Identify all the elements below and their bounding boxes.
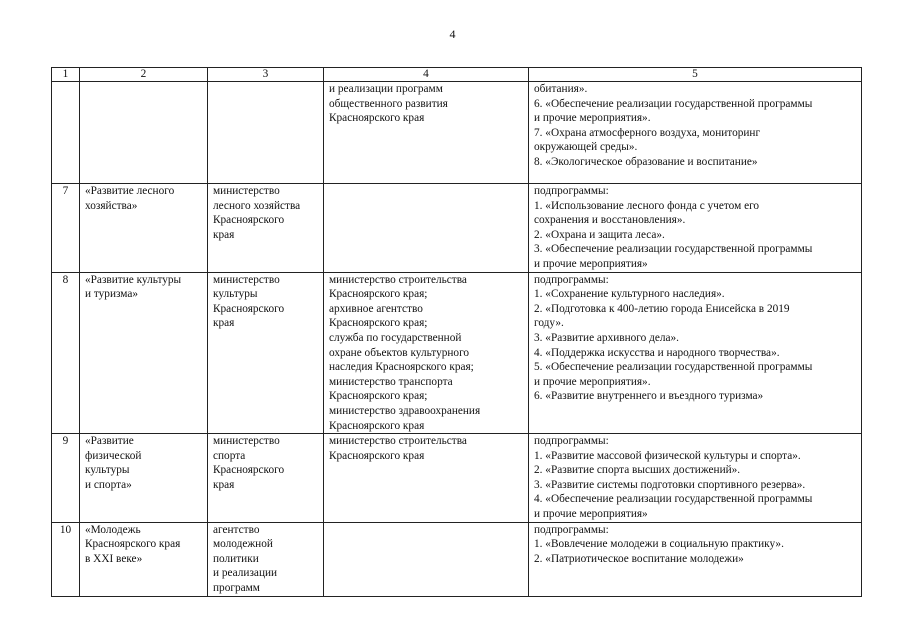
coexecutors-cell [324, 434, 529, 523]
row-number-cell: 8 [52, 272, 80, 434]
cell-text-line: 4. «Обеспечение реализации государственной программы [534, 493, 813, 506]
cell-text-line: Красноярского [213, 302, 285, 315]
cell-text-line: и реализации [213, 567, 278, 580]
column-header: 2 [80, 68, 208, 82]
cell-text-line: 3. «Развитие архивного дела». [534, 331, 680, 344]
cell-text-line: Красноярского края [329, 112, 425, 125]
cell-text-line: края [213, 478, 235, 491]
cell-text-line: края [213, 228, 235, 241]
cell-text-line: подпрограммы: [534, 435, 609, 448]
cell-text-line: лесного хозяйства [213, 199, 301, 212]
subprograms-cell [529, 184, 862, 273]
cell-text-line: 2. «Охрана и защита леса». [534, 228, 665, 241]
table-row [52, 434, 862, 523]
cell-text-line: Красноярского [213, 464, 285, 477]
page-number: 4 [449, 27, 456, 41]
cell-text-line: 7. «Охрана атмосферного воздуха, мониторинг [534, 126, 761, 139]
cell-text-line: охране объектов культурного [329, 346, 470, 359]
cell-text-line: «Развитие [85, 435, 134, 448]
responsible-executor-cell [208, 82, 324, 184]
cell-text-line: министерство [213, 185, 280, 197]
cell-text-line: агентство [213, 523, 260, 536]
column-header: 5 [529, 68, 862, 82]
cell-text-line: 8. «Экологическое образование и воспитание» [534, 155, 758, 168]
cell-text-line: Красноярского края [329, 449, 425, 462]
cell-text-line: году». [534, 317, 564, 330]
cell-text-line: в XXI веке» [85, 552, 143, 565]
program-name-cell [80, 434, 208, 523]
responsible-executor-cell [208, 522, 324, 596]
cell-text-line: и прочие мероприятия». [534, 375, 651, 388]
responsible-executor-cell [208, 272, 324, 434]
cell-text-line: молодежной [213, 538, 273, 551]
row-number-cell: 9 [52, 434, 80, 523]
cell-text-line: физической [85, 449, 142, 462]
cell-text-line: окружающей среды». [534, 141, 638, 154]
cell-text-line: министерство транспорта [329, 375, 453, 388]
cell-text-line: 2. «Патриотическое воспитание молодежи» [534, 552, 744, 565]
row-number-cell [52, 82, 80, 184]
cell-text-line: 6. «Обеспечение реализации государственной программы [534, 97, 813, 110]
cell-text-line: 2. «Подготовка к 400-летию города Енисейска в 2019 [534, 302, 790, 315]
table-row [52, 522, 862, 596]
responsible-executor-cell [208, 184, 324, 273]
coexecutors-cell [324, 272, 529, 434]
cell-text-line: министерство [213, 273, 280, 286]
table-header-row [52, 68, 862, 82]
cell-text-line: и спорта» [85, 478, 132, 491]
cell-text-line: наследия Красноярского края; [329, 361, 474, 374]
cell-text-line: министерство здравоохранения [329, 404, 481, 417]
subprograms-cell [529, 82, 862, 184]
cell-text-line: Красноярского края; [329, 390, 428, 403]
cell-text-line: 2. «Развитие спорта высших достижений». [534, 464, 741, 477]
cell-text-line: и прочие мероприятия» [534, 508, 648, 521]
row-number-cell: 7 [52, 184, 80, 273]
cell-text-line: и туризма» [85, 288, 139, 301]
cell-text-line: обитания». [534, 83, 588, 95]
cell-text-line: хозяйства» [85, 199, 138, 212]
cell-text-line: 1. «Вовлечение молодежи в социальную практику». [534, 538, 784, 551]
cell-text-line: 3. «Развитие системы подготовки спортивного резерва». [534, 478, 806, 491]
cell-text-line: и реализации программ [329, 83, 443, 95]
cell-text-line: 1. «Использование лесного фонда с учетом его [534, 199, 760, 212]
table-row [52, 184, 862, 273]
programs-table [51, 67, 862, 597]
cell-text-line: 1. «Сохранение культурного наследия». [534, 288, 725, 301]
cell-text-line: служба по государственной [329, 331, 462, 344]
coexecutors-cell [324, 184, 529, 273]
cell-text-line: архивное агентство [329, 302, 423, 315]
cell-text-line: 3. «Обеспечение реализации государственной программы [534, 243, 813, 256]
cell-text-line: Красноярского края [85, 538, 181, 551]
row-number-cell: 10 [52, 522, 80, 596]
subprograms-cell [529, 522, 862, 596]
cell-text-line: 4. «Поддержка искусства и народного творчества». [534, 346, 780, 359]
cell-text-line: и прочие мероприятия». [534, 112, 651, 125]
cell-text-line: министерство [213, 435, 280, 448]
table-body [52, 82, 862, 597]
column-header: 1 [52, 68, 80, 82]
cell-text-line: сохранения и восстановления». [534, 214, 686, 227]
cell-text-line: программ [213, 582, 260, 595]
cell-text-line: подпрограммы: [534, 523, 609, 536]
cell-text-line: «Молодежь [85, 523, 141, 536]
program-name-cell [80, 82, 208, 184]
table-row [52, 82, 862, 184]
program-name-cell [80, 272, 208, 434]
cell-text-line: культуры [85, 464, 130, 477]
cell-text-line: подпрограммы: [534, 273, 609, 286]
coexecutors-cell [324, 522, 529, 596]
column-header: 3 [208, 68, 324, 82]
cell-text-line: «Развитие лесного [85, 185, 175, 197]
cell-text-line: Красноярского края; [329, 288, 428, 301]
cell-text-line: культуры [213, 288, 258, 301]
program-name-cell [80, 522, 208, 596]
cell-text-line: «Развитие культуры [85, 273, 182, 286]
column-header: 4 [324, 68, 529, 82]
cell-text-line: 1. «Развитие массовой физической культуры и спорта». [534, 449, 801, 462]
cell-text-line: министерство строительства [329, 273, 467, 286]
cell-text-line: края [213, 317, 235, 330]
subprograms-cell [529, 434, 862, 523]
cell-text-line: Красноярского [213, 214, 285, 227]
program-name-cell [80, 184, 208, 273]
cell-text-line: политики [213, 552, 259, 565]
table-row [52, 272, 862, 434]
cell-text-line: 5. «Обеспечение реализации государственной программы [534, 361, 813, 374]
responsible-executor-cell [208, 434, 324, 523]
cell-text-line: министерство строительства [329, 435, 467, 448]
cell-text-line: общественного развития [329, 97, 448, 110]
cell-text-line: Красноярского края; [329, 317, 428, 330]
cell-text-line: подпрограммы: [534, 185, 609, 197]
coexecutors-cell [324, 82, 529, 184]
cell-text-line: 6. «Развитие внутреннего и въездного туризма» [534, 390, 764, 403]
subprograms-cell [529, 272, 862, 434]
cell-text-line: и прочие мероприятия» [534, 257, 648, 270]
cell-text-line: спорта [213, 449, 246, 462]
cell-text-line: Красноярского края [329, 419, 425, 432]
